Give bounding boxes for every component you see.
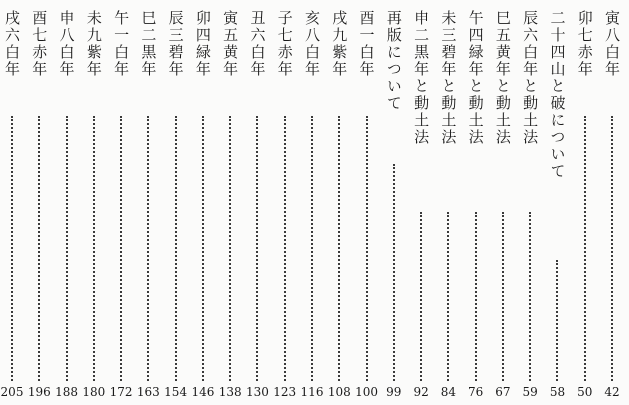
toc-entry[interactable] — [518, 0, 542, 405]
dot-leader — [584, 116, 586, 381]
dot-leader — [120, 116, 122, 381]
dot-leader — [366, 116, 368, 381]
toc-entry[interactable] — [300, 0, 324, 405]
dot-leader — [556, 260, 558, 381]
toc-entry-title: 午四緑年と動土法 — [466, 10, 485, 146]
toc-entry-page-number: 67 — [495, 385, 511, 399]
dot-leader — [311, 116, 313, 381]
toc-entry[interactable] — [27, 0, 51, 405]
toc-entry-title: 酉七赤年 — [30, 10, 49, 78]
toc-entry-page-number: 130 — [246, 385, 269, 399]
toc-entry-title: 寅八白年 — [603, 10, 621, 78]
toc-entry-page-number: 58 — [549, 385, 566, 399]
dot-leader — [93, 116, 95, 381]
dot-leader — [475, 212, 477, 381]
toc-entry-title: 卯四緑年 — [193, 10, 212, 78]
toc-entry-page-number: 108 — [327, 385, 351, 399]
dot-leader — [447, 212, 449, 381]
toc-entry-page-number: 205 — [0, 385, 24, 399]
toc-entry-title: 巳五黄年と動土法 — [493, 10, 512, 146]
toc-entry-page-number: 146 — [191, 385, 215, 399]
toc-entry[interactable] — [382, 0, 406, 405]
toc-entry-title: 辰三碧年 — [166, 10, 185, 78]
toc-entry[interactable] — [491, 0, 515, 405]
dot-leader — [66, 116, 68, 381]
toc-entry-page-number: 84 — [440, 385, 456, 399]
toc-entry[interactable] — [355, 0, 379, 405]
toc-entry-page-number: 172 — [109, 385, 133, 399]
toc-entry[interactable] — [136, 0, 160, 405]
toc-entry-page-number: 123 — [273, 385, 297, 399]
toc-entry-title: 亥八白年 — [303, 10, 321, 78]
toc-entry-page-number: 188 — [55, 385, 78, 399]
dot-leader — [420, 212, 422, 381]
toc-entry-title: 寅五黄年 — [221, 10, 240, 78]
toc-entry-title: 申八白年 — [57, 10, 76, 78]
toc-entry-page-number: 196 — [27, 385, 51, 399]
toc-entry[interactable] — [273, 0, 297, 405]
dot-leader — [11, 116, 13, 381]
toc-entry[interactable] — [545, 0, 569, 405]
dot-leader — [38, 116, 40, 381]
toc-entry[interactable] — [464, 0, 488, 405]
toc-entry-title: 子七赤年 — [275, 10, 294, 78]
toc-entry[interactable] — [109, 0, 133, 405]
toc-entry-page-number: 42 — [604, 385, 620, 399]
toc-entry-title: 戌九紫年 — [330, 10, 349, 78]
toc-entry[interactable] — [0, 0, 24, 405]
dot-leader — [256, 116, 258, 381]
toc-entry-page-number: 163 — [136, 385, 160, 399]
dot-leader — [147, 116, 149, 381]
dot-leader — [611, 116, 613, 381]
toc-entry-title: 卯七赤年 — [575, 10, 594, 78]
toc-entry-page-number: 100 — [355, 385, 378, 399]
toc-entry-title: 辰六白年と動土法 — [521, 10, 540, 146]
toc-entry[interactable] — [573, 0, 597, 405]
toc-entry-page-number: 180 — [82, 385, 106, 399]
toc-entry[interactable] — [327, 0, 351, 405]
toc-entry-page-number: 76 — [467, 385, 484, 399]
toc-entry[interactable] — [164, 0, 188, 405]
dot-leader — [338, 116, 340, 381]
toc-entry[interactable] — [218, 0, 242, 405]
toc-entry-page-number: 154 — [164, 385, 188, 399]
dot-leader — [393, 164, 395, 381]
toc-entry-title: 二十四山と破について — [548, 10, 567, 180]
toc-entry-page-number: 138 — [218, 385, 242, 399]
toc-entry-page-number: 99 — [386, 385, 402, 399]
toc-entry[interactable] — [82, 0, 106, 405]
dot-leader — [175, 116, 177, 381]
toc-entry[interactable] — [436, 0, 460, 405]
toc-entry-title: 再版について — [384, 10, 403, 112]
dot-leader — [529, 212, 531, 381]
toc-entry[interactable] — [55, 0, 79, 405]
toc-entry-page-number: 59 — [522, 385, 538, 399]
toc-entry-title: 巳二黒年 — [139, 10, 158, 78]
dot-leader — [229, 116, 231, 381]
toc-entry[interactable] — [409, 0, 433, 405]
toc-entry[interactable] — [191, 0, 215, 405]
dot-leader — [202, 116, 204, 381]
toc-entry-title: 丑六白年 — [248, 10, 267, 78]
toc-entry[interactable] — [600, 0, 624, 405]
dot-leader — [502, 212, 504, 381]
toc-entry-page-number: 50 — [577, 385, 593, 399]
toc-entry-page-number: 92 — [413, 385, 429, 399]
toc-entry-title: 戌六白年 — [3, 10, 21, 78]
toc-entry-page-number: 116 — [300, 385, 324, 399]
toc-entry[interactable] — [245, 0, 269, 405]
toc-entry-title: 未九紫年 — [84, 10, 103, 78]
dot-leader — [284, 116, 286, 381]
toc-entry-title: 申二黒年と動土法 — [412, 10, 431, 146]
toc-entry-title: 未三碧年と動土法 — [439, 10, 458, 146]
toc-entry-title: 午一白年 — [112, 10, 131, 78]
toc-entry-title: 酉一白年 — [357, 10, 376, 78]
